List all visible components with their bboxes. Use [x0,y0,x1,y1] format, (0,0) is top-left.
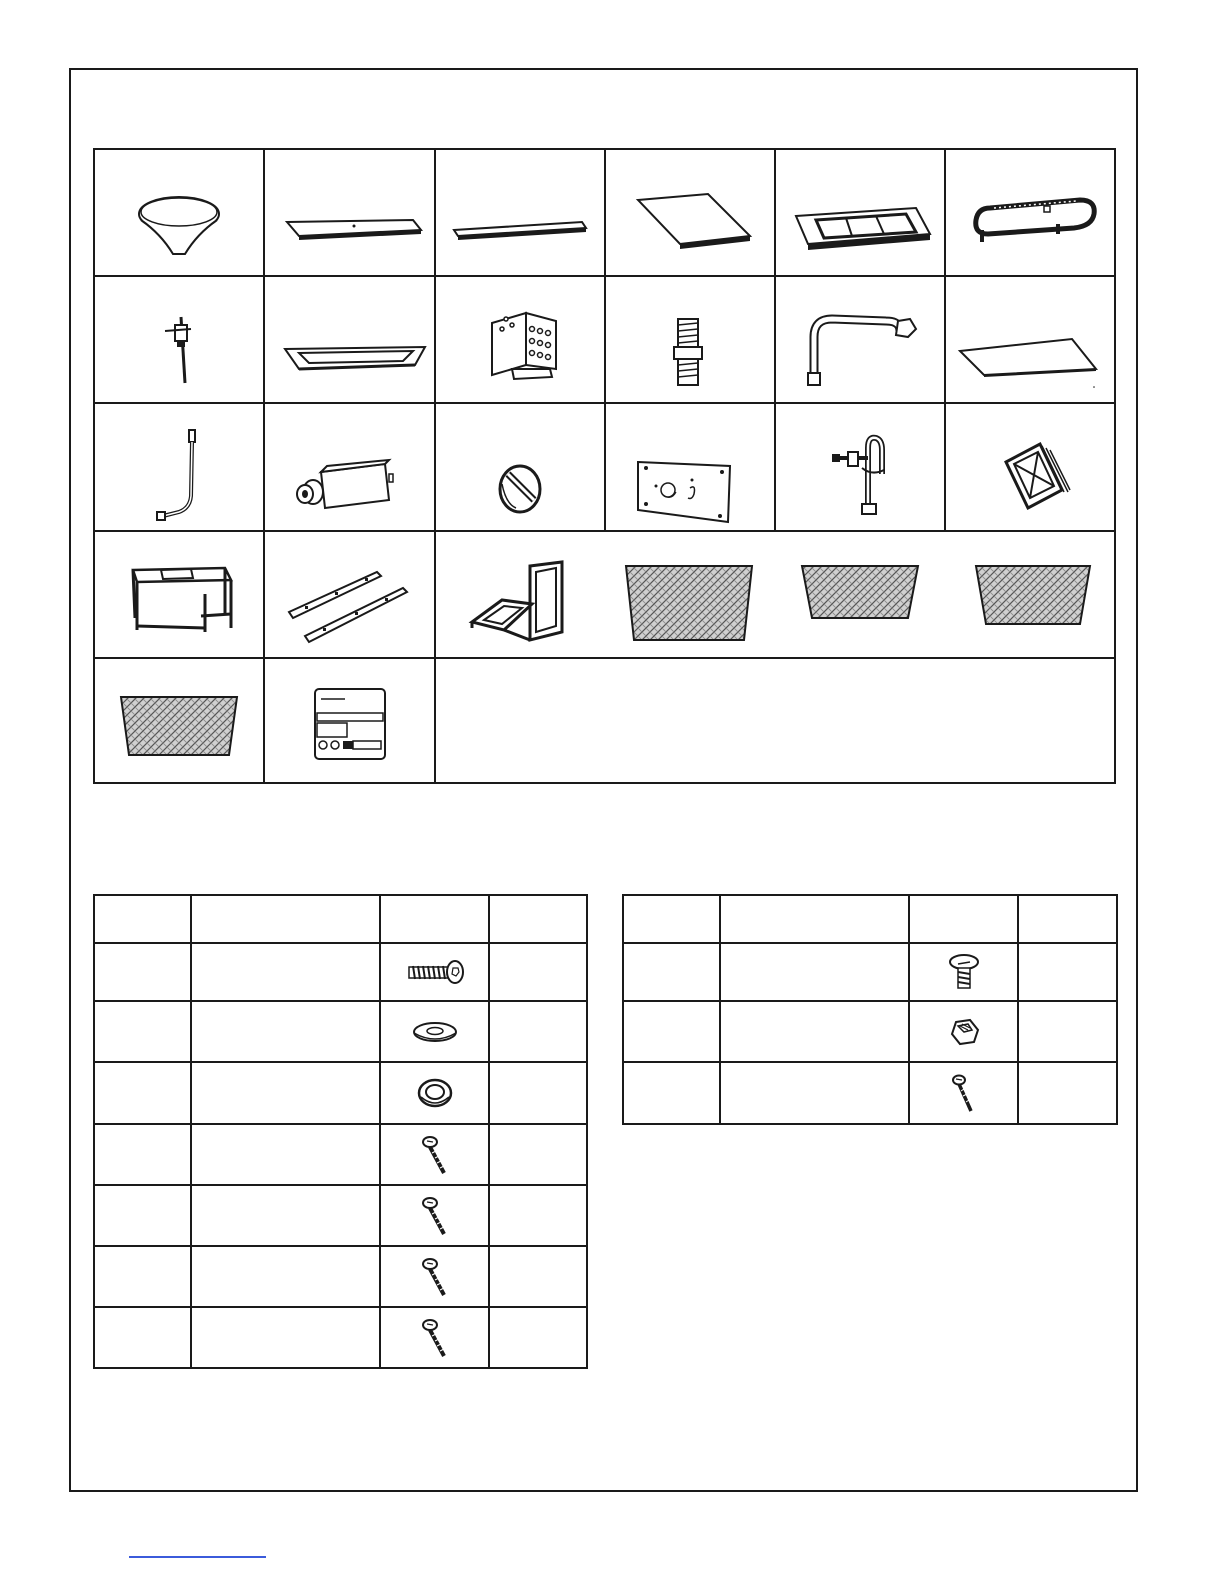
code-cell [623,1062,720,1124]
lava-rock-panel-icon [606,532,774,657]
description-cell [191,1001,380,1062]
header-cell [191,895,380,943]
quantity-cell [489,1124,587,1185]
quantity-cell [489,943,587,1001]
control-panel-plate-icon [606,404,774,530]
tapping-screw-icon [420,1133,450,1177]
tapping-screw-icon [420,1316,450,1360]
table-row [94,1246,587,1307]
table-row [623,943,1117,1001]
header-cell [1018,895,1117,943]
part-cell [95,404,263,530]
table-row [623,1001,1117,1062]
small-screw-icon [949,1071,979,1115]
quantity-cell [1018,943,1117,1001]
rating-label-plate-icon [265,659,434,782]
description-cell [191,1062,380,1124]
hardware-table-left [93,894,588,1369]
threaded-fitting-icon [606,277,774,402]
carriage-bolt-icon [944,950,984,994]
cover-panel-icon [265,150,434,275]
part-cell [95,659,263,782]
control-knob-icon [436,404,604,530]
base-frame-icon [95,532,263,657]
header-cell [94,895,191,943]
part-cell [95,150,263,275]
hex-nut-icon [944,1012,984,1052]
lava-rock-panel-icon [95,659,263,782]
quantity-cell [489,1246,587,1307]
part-cell [606,150,774,275]
icon-cell [909,1001,1018,1062]
burner-frame-tray-icon [776,150,944,275]
part-cell [436,404,604,530]
icon-cell [380,943,489,1001]
quantity-cell [489,1001,587,1062]
flat-washer-icon [410,1017,460,1047]
description-cell [191,943,380,1001]
part-cell [265,532,434,657]
part-cell [776,277,944,402]
icon-cell [380,1001,489,1062]
ignitor-lead-icon [95,404,263,530]
code-cell [94,943,191,1001]
header-cell [909,895,1018,943]
part-cell [776,404,944,530]
part-cell [265,150,434,275]
header-cell [720,895,909,943]
footer-link-underline [129,1556,266,1558]
description-cell [191,1246,380,1307]
table-row [94,1185,587,1246]
description-cell [720,1001,909,1062]
part-cell [265,659,434,782]
icon-cell [909,943,1018,1001]
burner-pan-icon [265,277,434,402]
burner-cap-icon [95,150,263,275]
table-header-row [623,895,1117,943]
icon-cell [909,1062,1018,1124]
icon-cell [380,1062,489,1124]
machine-bolt-icon [403,952,467,992]
part-cell [436,150,604,275]
icon-cell [380,1307,489,1368]
table-header-row [94,895,587,943]
parts-grid [93,148,1116,784]
support-rails-icon [265,532,434,657]
lava-rock-panel-icon [776,532,944,657]
code-cell [94,1246,191,1307]
door-frame-icon [436,532,604,657]
part-cell [265,404,434,530]
tapping-screw-icon [420,1194,450,1238]
lock-nut-icon [413,1073,457,1113]
part-cell [946,150,1114,275]
part-cell [776,532,944,657]
code-cell [94,1001,191,1062]
part-cell [606,404,774,530]
part-cell [776,150,944,275]
icon-cell [380,1124,489,1185]
part-cell [95,532,263,657]
valve-assembly-icon [776,404,944,530]
description-cell [191,1185,380,1246]
part-cell [265,277,434,402]
thin-sheet-icon [946,277,1114,402]
table-row [94,1062,587,1124]
code-cell [623,943,720,1001]
table-row [623,1062,1117,1124]
part-cell [436,277,604,402]
icon-cell [380,1246,489,1307]
grill-vent-icon [946,404,1114,530]
tapping-screw-icon [420,1255,450,1299]
icon-cell [380,1185,489,1246]
part-cell [606,277,774,402]
lava-rock-panel-icon [946,532,1114,657]
code-cell [623,1001,720,1062]
code-cell [94,1062,191,1124]
description-cell [191,1307,380,1368]
code-cell [94,1124,191,1185]
narrow-panel-icon [436,150,604,275]
thermocouple-icon [95,277,263,402]
part-cell [95,277,263,402]
quantity-cell [1018,1001,1117,1062]
header-cell [380,895,489,943]
perforated-bracket-icon [436,277,604,402]
quantity-cell [489,1062,587,1124]
part-cell [606,532,774,657]
part-cell [946,404,1114,530]
part-cell [946,277,1114,402]
code-cell [94,1185,191,1246]
part-cell [436,532,604,657]
header-cell [623,895,720,943]
description-cell [191,1124,380,1185]
spark-module-icon [265,404,434,530]
flat-plate-icon [606,150,774,275]
quantity-cell [489,1307,587,1368]
table-row [94,1307,587,1368]
hardware-table-right [622,894,1118,1125]
description-cell [720,1062,909,1124]
oval-burner-ring-icon [946,150,1114,275]
table-row [94,1001,587,1062]
quantity-cell [1018,1062,1117,1124]
part-cell [946,532,1114,657]
code-cell [94,1307,191,1368]
header-cell [489,895,587,943]
quantity-cell [489,1185,587,1246]
table-row [94,943,587,1001]
bent-gas-pipe-icon [776,277,944,402]
description-cell [720,943,909,1001]
table-row [94,1124,587,1185]
